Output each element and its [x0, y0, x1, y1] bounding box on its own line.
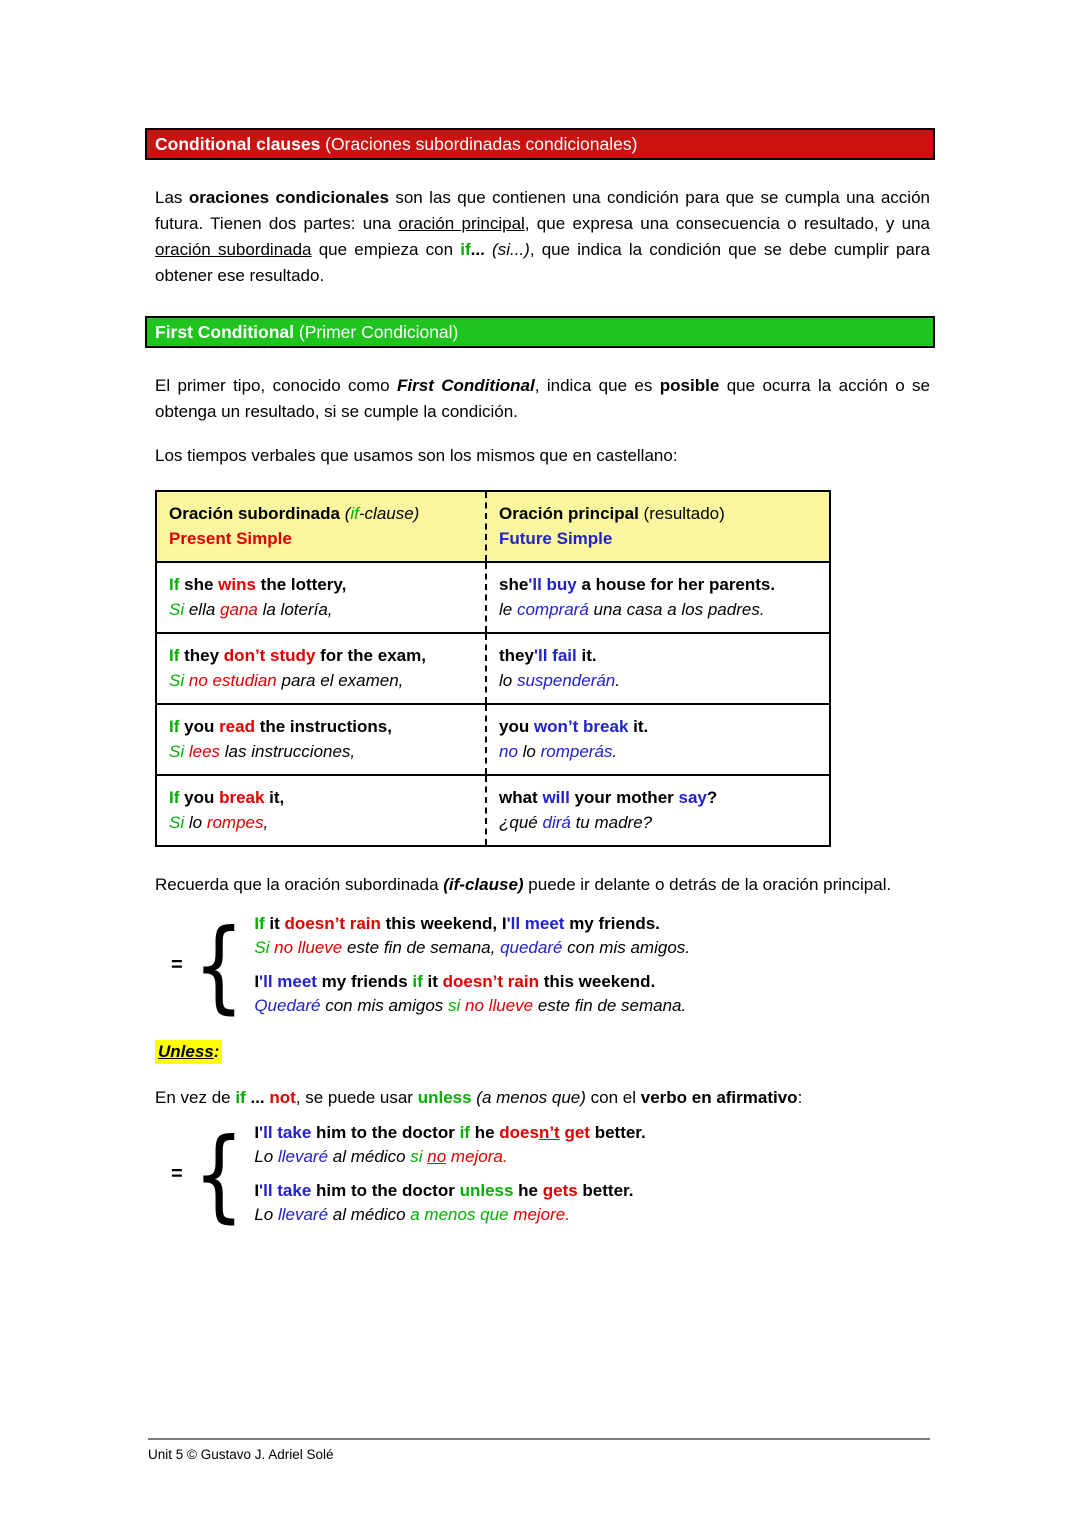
table-cell-if-clause: If you break it, Si lo rompes,	[156, 775, 486, 846]
table-header-main-clause-tense: Future Simple	[499, 529, 613, 548]
table-header-if-clause	[156, 491, 486, 562]
reminder-paragraph: Recuerda que la oración subordinada (if-clause) puede ir delante o detrás de la oración principal.	[155, 875, 892, 894]
example-sentence: If it doesn’t rain this weekend, I'll meet my friends. Si no llueve este fin de semana, quedaré con mis amigos.	[254, 914, 690, 957]
page-footer	[148, 1438, 930, 1463]
tenses-line: Los tiempos verbales que usamos son los mismos que en castellano:	[155, 446, 678, 465]
equals-sign: =	[171, 953, 183, 976]
table-row	[156, 775, 830, 846]
curly-brace-icon: {	[193, 1115, 244, 1233]
table-cell-if-clause: If they don’t study for the exam, Si no estudian para el examen,	[156, 633, 486, 704]
table-row	[156, 633, 830, 704]
table-header-row	[156, 491, 830, 562]
equals-sign: =	[171, 1162, 183, 1185]
equivalence-group-1	[171, 906, 935, 1024]
example-sentence: I'll meet my friends if it doesn’t rain this weekend. Quedaré con mis amigos si no llueve este fin de semana.	[254, 972, 687, 1015]
table-header-main-clause	[486, 491, 830, 562]
table-header-main-clause-title: Oración principal (resultado)	[499, 504, 725, 523]
section-header-first-conditional: First Conditional (Primer Condicional)	[145, 316, 935, 348]
equivalence-group-2	[171, 1115, 935, 1233]
example-stack	[254, 1121, 645, 1227]
table-row	[156, 562, 830, 633]
first-conditional-paragraph: El primer tipo, conocido como First Conditional, indica que es posible que ocurra la acción o se obtenga un resultado, si se cumple la condición.	[155, 376, 930, 421]
unless-heading: Unless:	[155, 1040, 222, 1064]
section-header-conditional-clauses: Conditional clauses (Oraciones subordinadas condicionales)	[145, 128, 935, 160]
table-cell-main-clause: they'll fail it. lo suspenderán.	[486, 633, 830, 704]
example-stack	[254, 912, 690, 1018]
footer-text: Unit 5 © Gustavo J. Adriel Solé	[148, 1447, 334, 1462]
curly-brace-icon: {	[193, 906, 244, 1024]
table-cell-main-clause: she'll buy a house for her parents. le comprará una casa a los padres.	[486, 562, 830, 633]
table-cell-if-clause: If you read the instructions, Si lees las instrucciones,	[156, 704, 486, 775]
conditional-examples-table	[155, 490, 831, 847]
example-sentence: I'll take him to the doctor if he doesn’t get better. Lo llevaré al médico si no mejora.	[254, 1123, 646, 1166]
table-row	[156, 704, 830, 775]
unless-intro-paragraph: En vez de if ... not, se puede usar unless (a menos que) con el verbo en afirmativo:	[155, 1088, 803, 1107]
page-content	[145, 128, 935, 1233]
intro-paragraph: Las oraciones condicionales son las que contienen una condición para que se cumpla una acción futura. Tienen dos partes: una oración principal, que expresa una consecuencia o resultado, y una oración subordinada que empieza con if... (si...), que indica la condición que se debe cumplir para obtener ese resultado.	[155, 188, 930, 285]
table-cell-main-clause: what will your mother say? ¿qué dirá tu madre?	[486, 775, 830, 846]
table-header-if-clause-title: Oración subordinada (if-clause)	[169, 504, 420, 523]
table-cell-if-clause: If she wins the lottery, Si ella gana la lotería,	[156, 562, 486, 633]
table-header-if-clause-tense: Present Simple	[169, 529, 292, 548]
unless-heading-wrap	[155, 1040, 935, 1064]
table-cell-main-clause: you won’t break it. no lo romperás.	[486, 704, 830, 775]
example-sentence: I'll take him to the doctor unless he gets better. Lo llevaré al médico a menos que mejore.	[254, 1181, 634, 1224]
